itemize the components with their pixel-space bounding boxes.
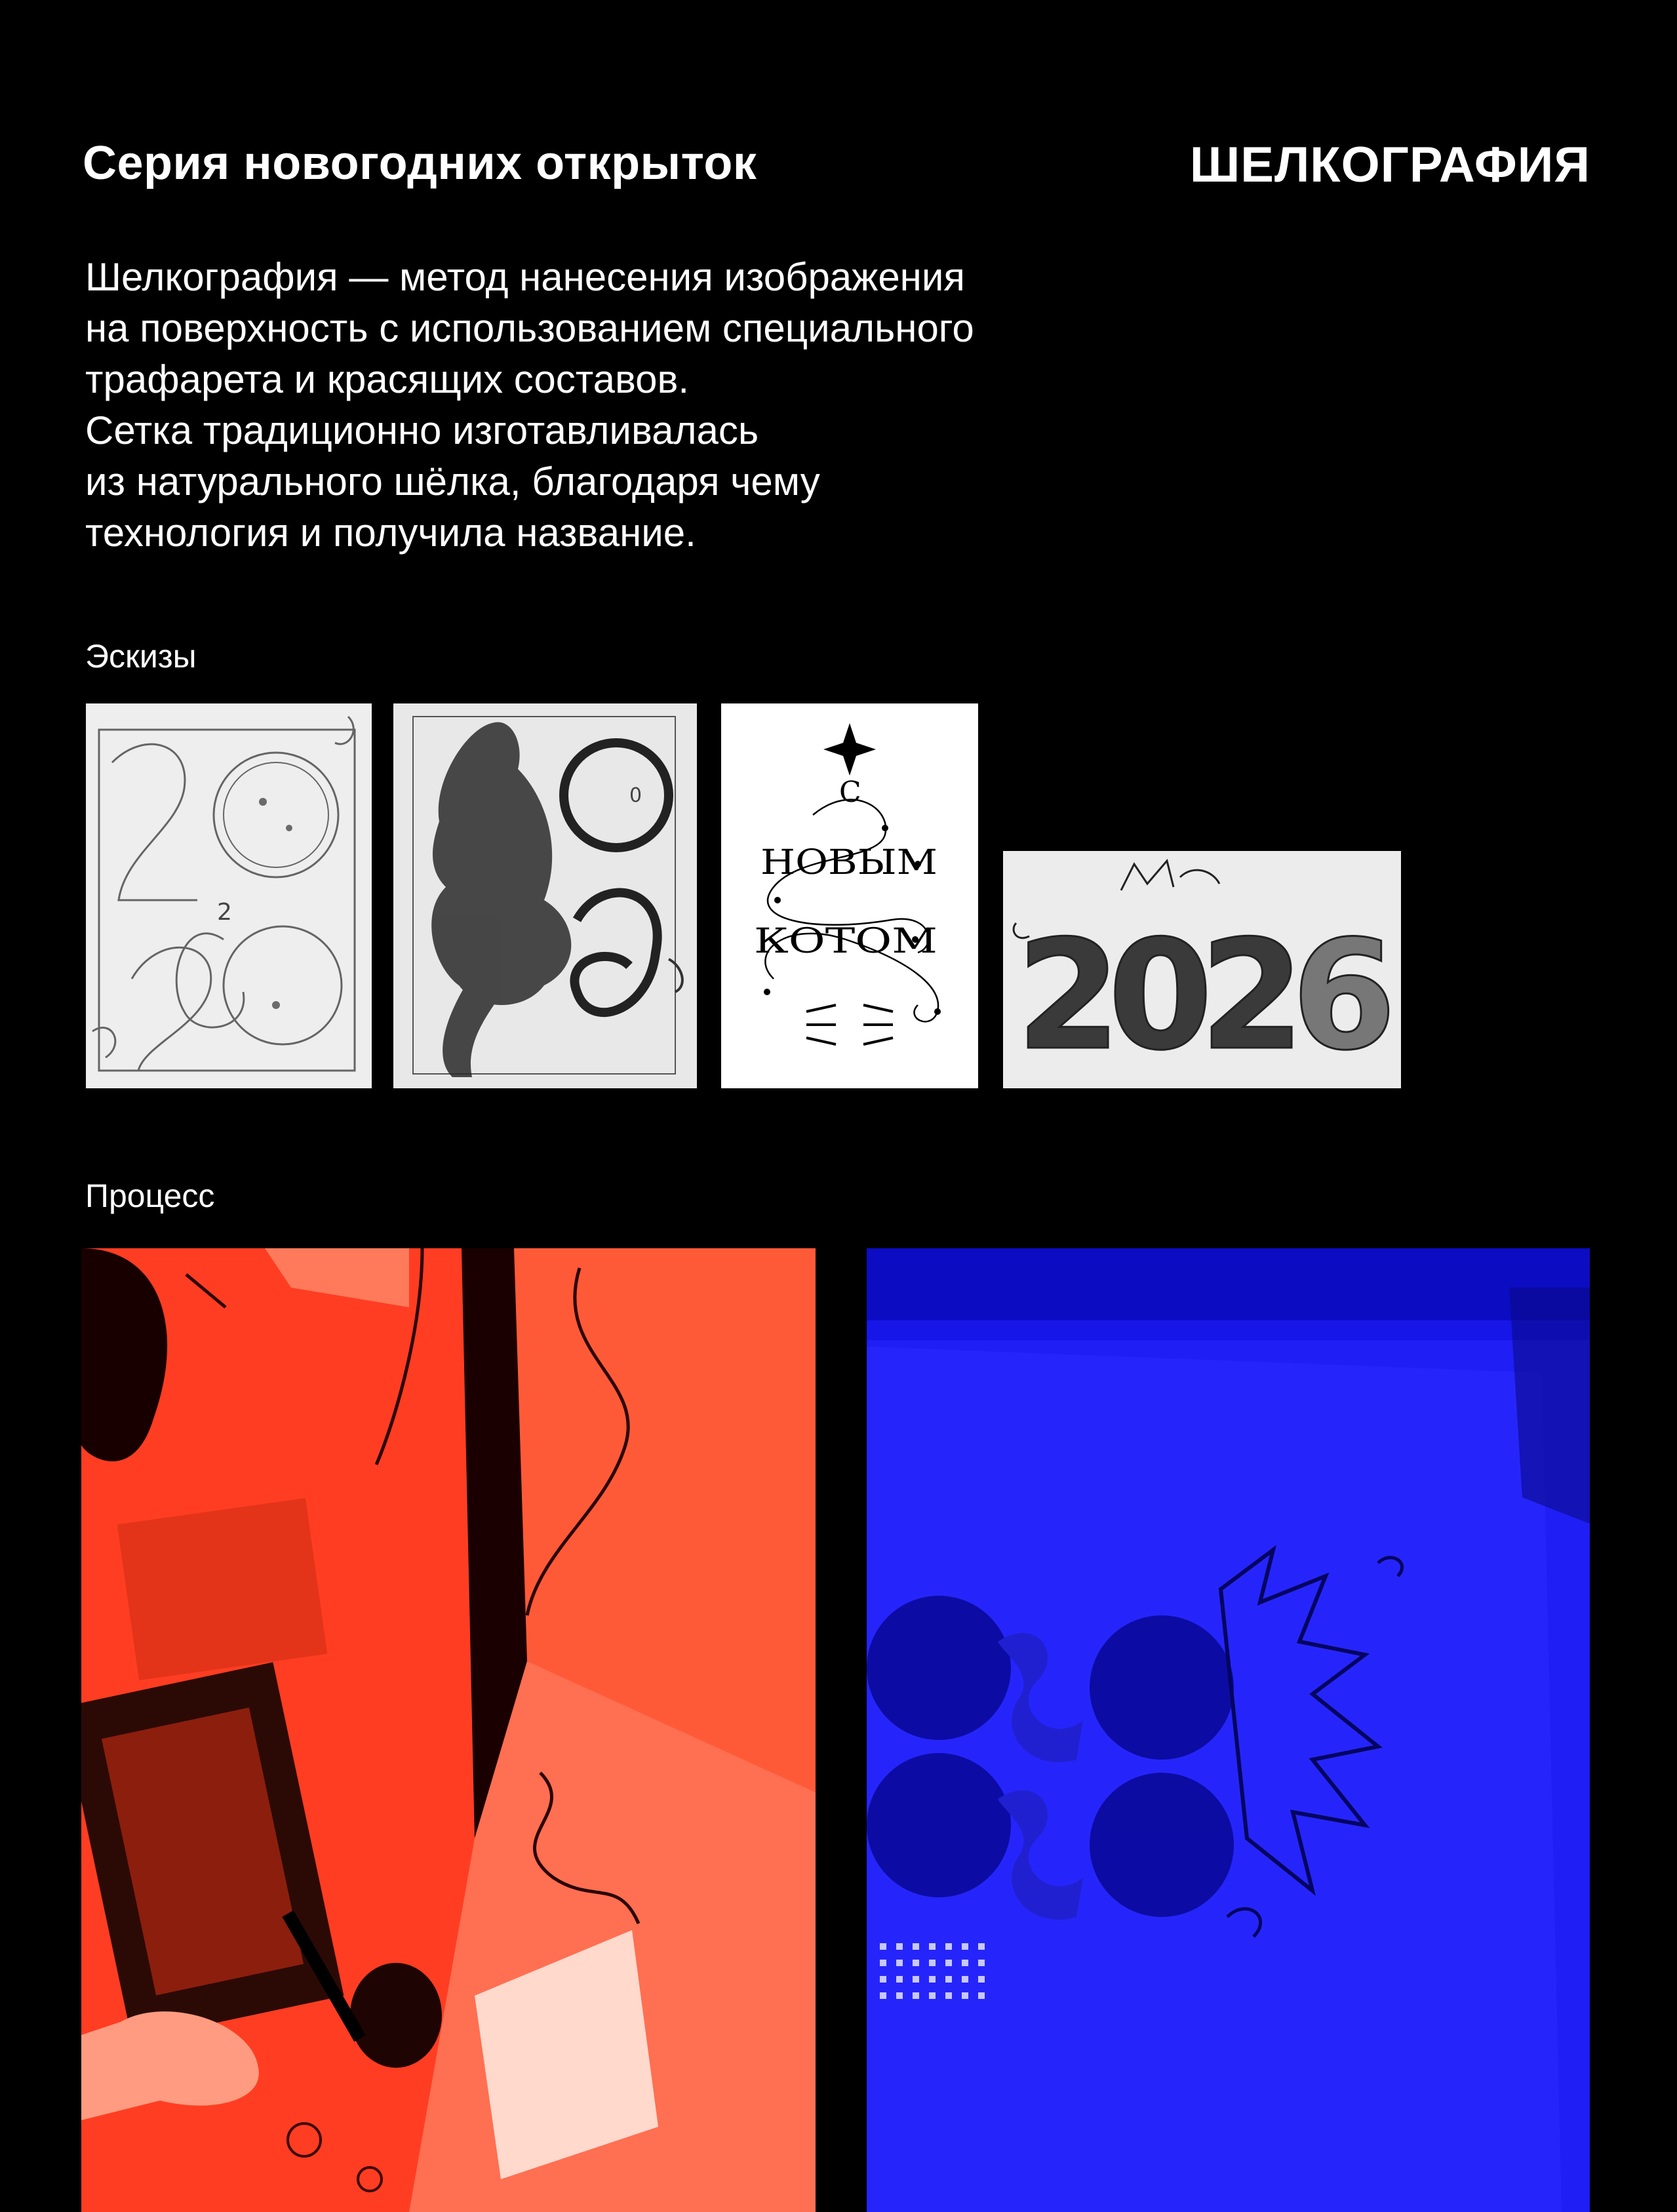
description-line: на поверхность с использованием специального (85, 306, 974, 350)
description-line: технология и получила название. (85, 511, 696, 555)
sketch-digit: 2 (1200, 909, 1305, 1084)
section-heading: ШЕЛКОГРАФИЯ (1189, 137, 1590, 193)
sketch-digit: 0 (1108, 909, 1213, 1084)
process-label: Процесс (85, 1177, 215, 1214)
card-word: С (839, 776, 861, 809)
sketch-digit: 2 (1016, 909, 1122, 1084)
description-line: трафарета и красящих составов. (85, 357, 690, 401)
page-title: Серия новогодних открыток (83, 137, 757, 189)
sketches-label: Эскизы (85, 638, 197, 675)
description-line: из натурального шёлка, благодаря чему (85, 460, 820, 504)
sketch-digit: 2 (217, 899, 232, 926)
sketch-horse-2026 (393, 703, 697, 1088)
sketch-new-year-cat (721, 703, 978, 1088)
sketch-digit: 0 (629, 784, 642, 807)
photo-printing-red (81, 1248, 816, 2212)
description-line: Сетка традиционно изготавливалась (85, 408, 759, 452)
sketch-2026-horizontal (1003, 851, 1401, 1088)
photo-exposure-blue (867, 1248, 1590, 2212)
card-word: НОВЫМ (760, 843, 937, 882)
description (85, 252, 1108, 559)
card-word: КОТОМ (754, 922, 937, 961)
sketch-2026-oranges (86, 703, 372, 1088)
sketch-digit: 6 (1292, 909, 1397, 1084)
description-line: Шелкография — метод нанесения изображения (85, 255, 965, 299)
